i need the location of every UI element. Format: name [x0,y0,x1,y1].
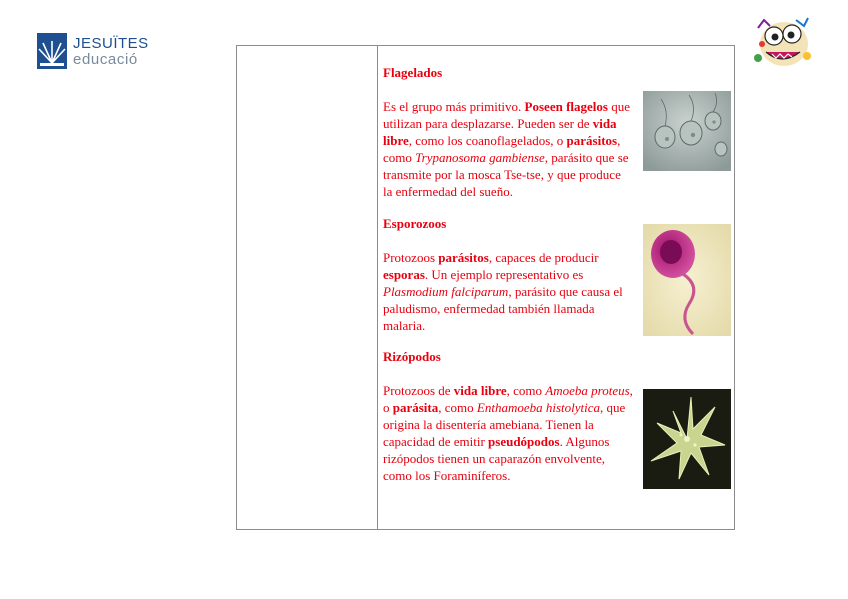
text-run: Es el grupo más primitivo. [383,99,525,114]
text-run: , parásito que causa el paludismo, enfermedad también llamada malaria. [383,284,623,333]
bold-term: Poseen flagelos [524,99,608,114]
section-esporozoos [383,215,633,334]
logo-line-2: educació [73,51,138,68]
text-run: , que origina la disentería amebiana. Tienen la capacidad de emitir [383,400,626,449]
text-run: , parásito que se transmite por la mosca Tse-tse, y que produce la enfermedad del sueño. [383,150,629,199]
text-run: , como los coanoflagelados, o [408,133,567,148]
bold-term: vida libre [453,383,507,398]
section-title: Flagelados [383,65,443,80]
text-run: Protozoos de [383,383,454,398]
bold-term: parásitos [566,133,618,148]
bold-term: esporas [383,267,425,282]
section-title: Rizópodos [383,349,441,364]
text-run: , o [383,383,633,415]
flagellate-micrograph-image [643,91,731,171]
species-name: Amoeba proteus [545,383,630,398]
text-run: , capaces de producir [488,250,599,265]
section-flagelados [383,64,633,200]
species-name: Enthamoeba histolytica [476,400,601,415]
text-run: . Un ejemplo representativo es [424,267,584,282]
text-run: , como [506,383,546,398]
bold-term: pseudópodos [488,434,560,449]
text-run: . Algunos rizópodos tienen un caparazón envolvente, como los Foraminíferos. [383,434,610,483]
section-body [383,249,633,334]
logo-line-1: JESUÏTES [73,35,149,52]
section-title: Esporozoos [383,216,447,231]
amoeba-micrograph-image [643,389,731,489]
cartoon-mascot-icon [752,16,812,70]
plasmodium-micrograph-image [643,224,731,336]
bold-term: parásita [392,400,439,415]
section-body [383,382,633,484]
section-body [383,98,633,200]
text-run: , como [383,133,621,165]
text-run: Protozoos [383,250,439,265]
species-name: Trypanosoma gambiense [415,150,545,165]
bold-term: parásitos [438,250,489,265]
text-run: que utilizan para desplazarse. Pueden ser de [383,99,630,131]
species-name: Plasmodium falciparum [383,284,509,299]
text-run: , como [438,400,477,415]
bold-term: vida libre [383,116,617,148]
section-rizopodos [383,348,633,484]
table-column-divider [377,45,378,530]
jesuites-emblem-icon [37,33,67,69]
jesuites-logo [37,33,157,73]
